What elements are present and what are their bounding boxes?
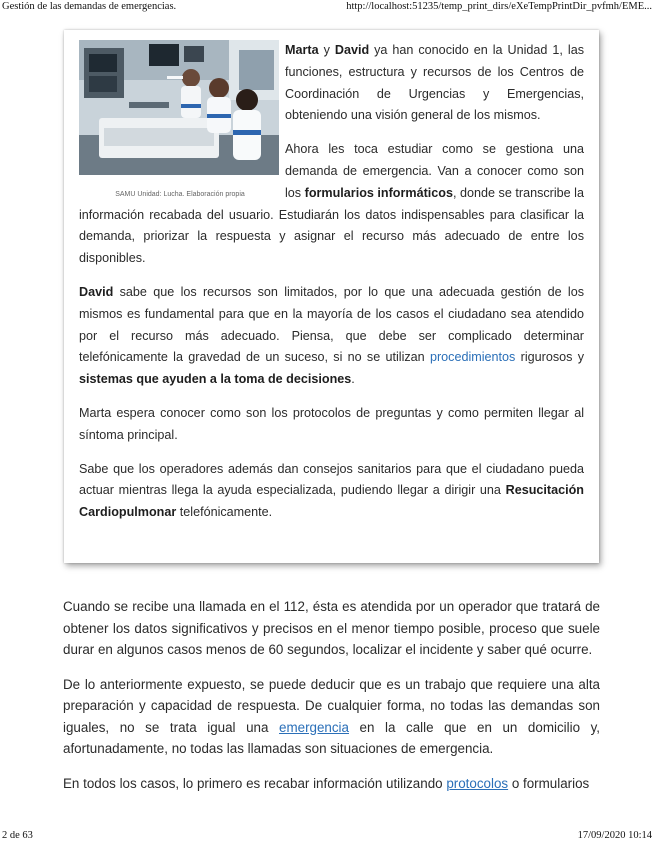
scenario-card <box>64 30 599 563</box>
image-caption: SAMU Unidad: Lucha. Elaboración propia <box>115 191 245 198</box>
text-run: y <box>318 43 335 57</box>
print-header <box>0 1 655 15</box>
text-run: o formularios <box>508 775 590 791</box>
text-run: , donde se transcribe la información recabada del usuario. Estudiarán los datos indispensables para clasificar la demanda, priorizar la respuesta y asignar el recurso más adecuado de entre los disponibles. <box>79 185 584 266</box>
text-run: telefónicamente. <box>176 505 273 520</box>
main-paragraph-1: Cuando se recibe una llamada en el 112, ésta es atendida por un operador que tratará de obtener los datos significativos y precisos en el menor tiempo posible, proceso que suele durar en algunos casos menos de 60 segundos, localizar el incidente y saber qué ocurre. <box>63 599 600 657</box>
text-run: . <box>351 372 355 387</box>
image-figure <box>79 40 281 199</box>
name-david: David <box>334 43 370 57</box>
text-run: De lo anteriormente expuesto, se puede deducir que es un trabajo que requiere una alta preparación y capacidad de respuesta. De cualquier forma, no todas las demandas son iguales, no se trata igual una <box>63 676 600 735</box>
text-run: Ahora les toca estudiar como se gestiona una demanda de emergencia. Van a conocer como son los <box>285 142 584 200</box>
main-paragraph-3 <box>63 773 600 795</box>
bold-term: sistemas que ayuden a la toma de decisiones <box>79 372 352 387</box>
emergencia-link[interactable]: emergencia <box>279 719 349 735</box>
print-datetime: 17/09/2020 10:14 <box>577 830 652 841</box>
card-paragraph-4: Marta espera conocer como son los protocolos de preguntas y como permiten llegar al síntoma principal. <box>79 405 584 442</box>
name-david: David <box>79 284 114 299</box>
ambulance-photo <box>79 40 279 175</box>
protocolos-link[interactable]: protocolos <box>446 775 509 791</box>
text-run: En todos los casos, lo primero es recabar información utilizando <box>63 775 447 791</box>
text-run: en la calle que en un domicilio y, afortunadamente, no todas las llamadas son situaciones de emergencia. <box>63 719 600 756</box>
text-run: Sabe que los operadores además dan consejos sanitarios para que el ciudadano pueda actuar mientras llega la ayuda especializada, pudiendo llegar a dirigir una <box>79 461 584 498</box>
page-title: Gestión de las demandas de emergencias. <box>2 1 177 12</box>
page-number: 2 de 63 <box>2 830 33 841</box>
page-url: http://localhost:51235/temp_print_dirs/eXeTempPrintDir_pvfmh/EME... <box>346 1 652 12</box>
card-paragraph-5 <box>79 459 584 524</box>
print-footer <box>0 830 655 844</box>
bold-term: formularios informáticos <box>304 185 453 200</box>
bold-term: Resucitación Cardiopulmonar <box>79 483 584 520</box>
main-paragraph-2 <box>63 674 600 760</box>
text-run: ya han conocido en la Unidad 1, las funciones, estructura y recursos de los Centros de Coordinación de Urgencias y Emergencias, obteniendo una visión general de los mismos. <box>285 43 584 123</box>
main-text <box>63 596 600 807</box>
text-run: sabe que los recursos son limitados, por lo que una adecuada gestión de los mismos es fundamental para que en la mayoría de los casos el ciudadano sea atendido por el recurso más adecuado. Piensa, que debe ser complicado determinar telefónicamente la gravedad de un suceso, si no se utilizan <box>79 284 584 365</box>
procedimientos-link[interactable]: procedimientos <box>429 350 516 365</box>
text-run: rigurosos y <box>515 350 584 365</box>
name-marta: Marta <box>285 43 319 57</box>
card-paragraph-3 <box>79 282 584 391</box>
